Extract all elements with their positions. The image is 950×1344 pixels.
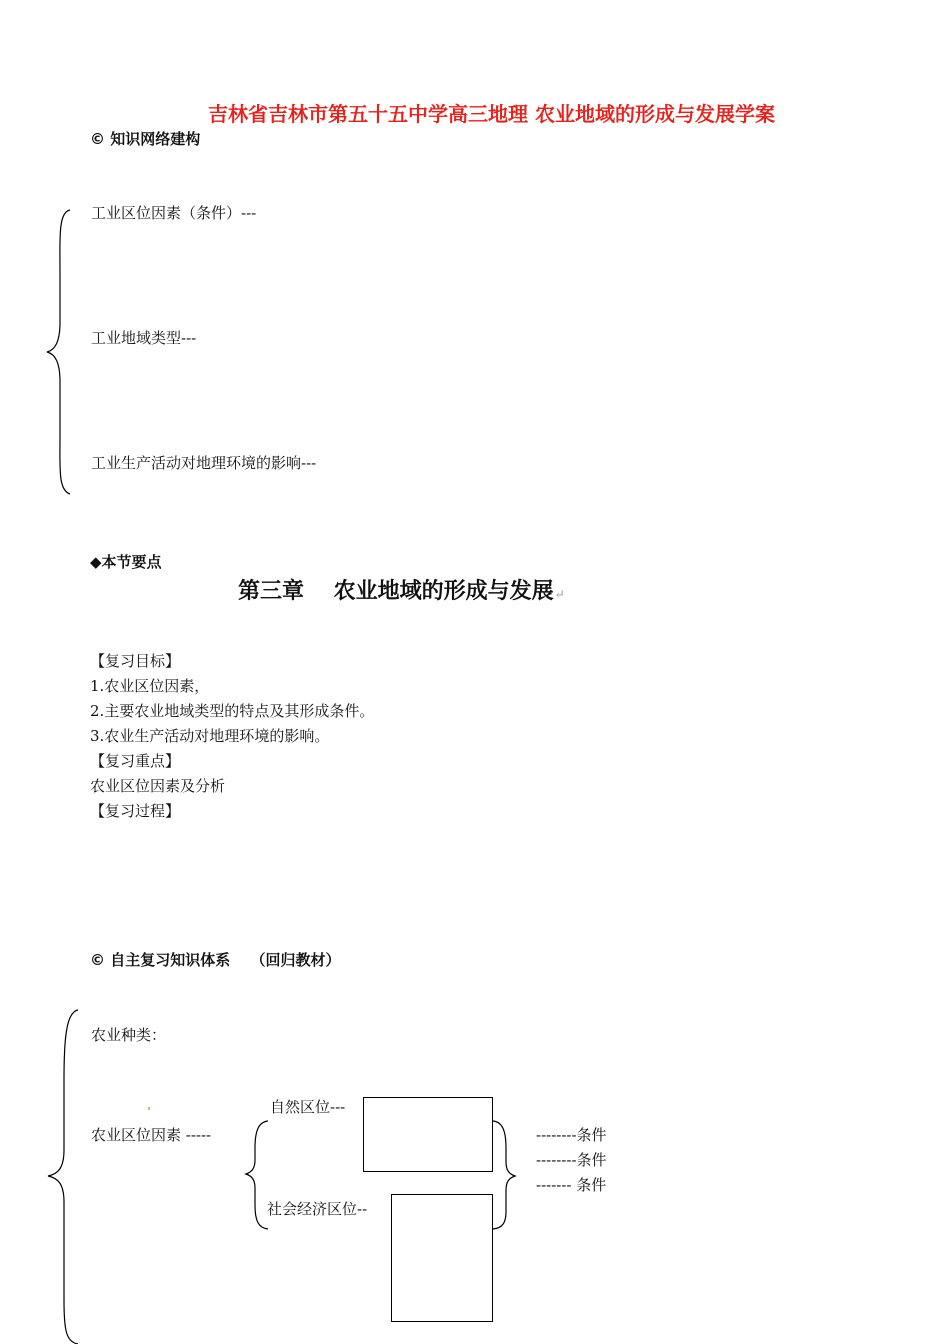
label-condition-1: --------条件: [536, 1126, 607, 1144]
page-title: 吉林省吉林市第五十五中学高三地理 农业地域的形成与发展学案: [208, 102, 775, 126]
review-focus-heading: 【复习重点】: [90, 752, 181, 770]
review-focus: 农业区位因素及分析: [90, 777, 226, 795]
chapter-title: 第三章 农业地域的形成与发展: [238, 578, 554, 604]
section-heading-key-points: ◆本节要点: [90, 553, 162, 571]
review-goal-3: 3.农业生产活动对地理环境的影响。: [90, 727, 330, 745]
brace-knowledge-network: [47, 210, 70, 494]
item-industry-location-factors: 工业区位因素（条件）---: [91, 204, 257, 222]
label-agri-types: 农业种类：: [91, 1026, 167, 1044]
review-goals-heading: 【复习目标】: [90, 652, 181, 670]
label-agri-location-factors: 农业区位因素 -----: [91, 1126, 212, 1144]
label-natural-location: 自然区位---: [270, 1098, 346, 1116]
item-industry-impact: 工业生产活动对地理环境的影响---: [91, 454, 317, 472]
return-mark: ↵: [554, 587, 565, 601]
brace-conditions: [493, 1121, 515, 1229]
label-social-economic-location: 社会经济区位--: [267, 1200, 368, 1218]
item-industry-region-types: 工业地域类型---: [91, 329, 197, 347]
label-condition-3: ------- 条件: [536, 1176, 607, 1194]
review-process-heading: 【复习过程】: [90, 802, 181, 820]
brace-agri-system: [48, 1010, 78, 1344]
brace-location-factors: [246, 1121, 268, 1229]
label-condition-2: --------条件: [536, 1151, 607, 1169]
section-heading-self-review: © 自主复习知识体系 （回归教材）: [90, 951, 341, 969]
review-goal-1: 1.农业区位因素，: [90, 677, 210, 695]
review-goal-2: 2.主要农业地域类型的特点及其形成条件。: [90, 702, 375, 720]
section-heading-knowledge-network: © 知识网络建构: [90, 130, 201, 148]
